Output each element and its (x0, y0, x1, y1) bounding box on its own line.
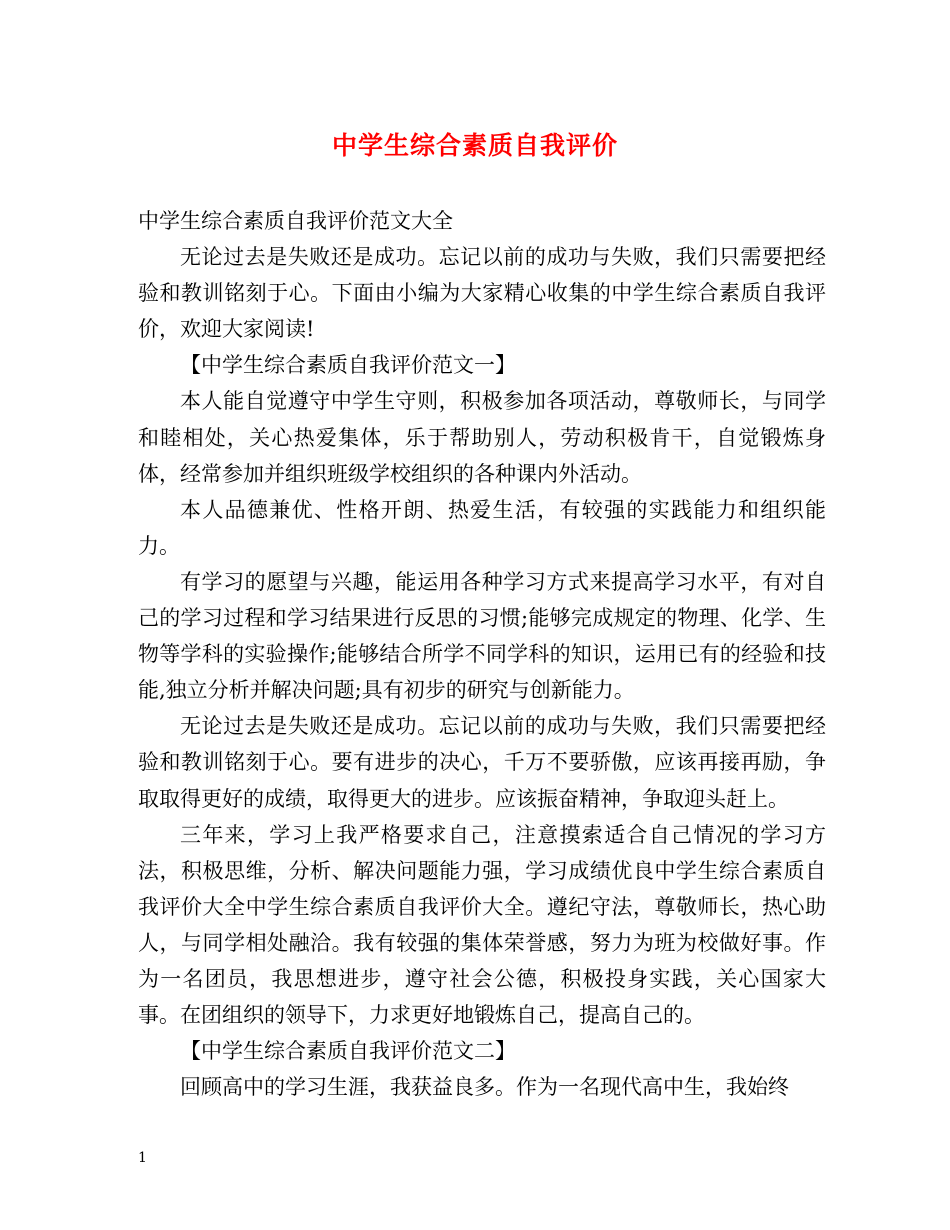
document-title: 中学生综合素质自我评价 (331, 131, 618, 160)
page-number: 1 (138, 1150, 147, 1166)
body-paragraph: 本人品德兼优、性格开朗、热爱生活，有较强的实践能力和组织能力。 (138, 497, 826, 558)
body-paragraph: 回顾高中的学习生涯，我获益良多。作为一名现代高中生，我始终 (180, 1075, 789, 1100)
body-paragraph: 本人能自觉遵守中学生守则，积极参加各项活动，尊敬师长，与同学和睦相处，关心热爱集体，乐于帮助别人，劳动积极肯干，自觉锻炼身体，经常参加并组织班级学校组织的各种课内外活动。 (138, 389, 826, 486)
document-body (138, 203, 826, 1105)
body-paragraph: 无论过去是失败还是成功。忘记以前的成功与失败，我们只需要把经验和教训铭刻于心。要有进步的决心，千万不要骄傲，应该再接再励，争取取得更好的成绩，取得更大的进步。应该振奋精神，争取迎头赶上。 (138, 714, 826, 811)
body-paragraph: 有学习的愿望与兴趣，能运用各种学习方式来提高学习水平，有对自己的学习过程和学习结果进行反思的习惯;能够完成规定的物理、化学、生物等学科的实验操作;能够结合所学不同学科的知识，运用已有的经验和技能,独立分析并解决问题;具有初步的研究与创新能力。 (138, 569, 826, 703)
section-heading-sample-two: 【中学生综合素质自我评价范文二】 (180, 1039, 516, 1064)
subtitle-paragraph: 中学生综合素质自我评价范文大全 (138, 209, 453, 233)
intro-paragraph: 无论过去是失败还是成功。忘记以前的成功与失败，我们只需要把经验和教训铭刻于心。下面由小编为大家精心收集的中学生综合素质自我评价，欢迎大家阅读! (138, 245, 826, 342)
section-heading-sample-one: 【中学生综合素质自我评价范文一】 (180, 353, 516, 378)
body-paragraph: 三年来，学习上我严格要求自己，注意摸索适合自己情况的学习方法，积极思维，分析、解决问题能力强，学习成绩优良中学生综合素质自我评价大全中学生综合素质自我评价大全。遵纪守法，尊敬师长，热心助人，与同学相处融洽。我有较强的集体荣誉感，努力为班为校做好事。作为一名团员，我思想进步，遵守社会公德，积极投身实践，关心国家大事。在团组织的领导下，力求更好地锻炼自己，提高自己的。 (138, 822, 826, 1028)
